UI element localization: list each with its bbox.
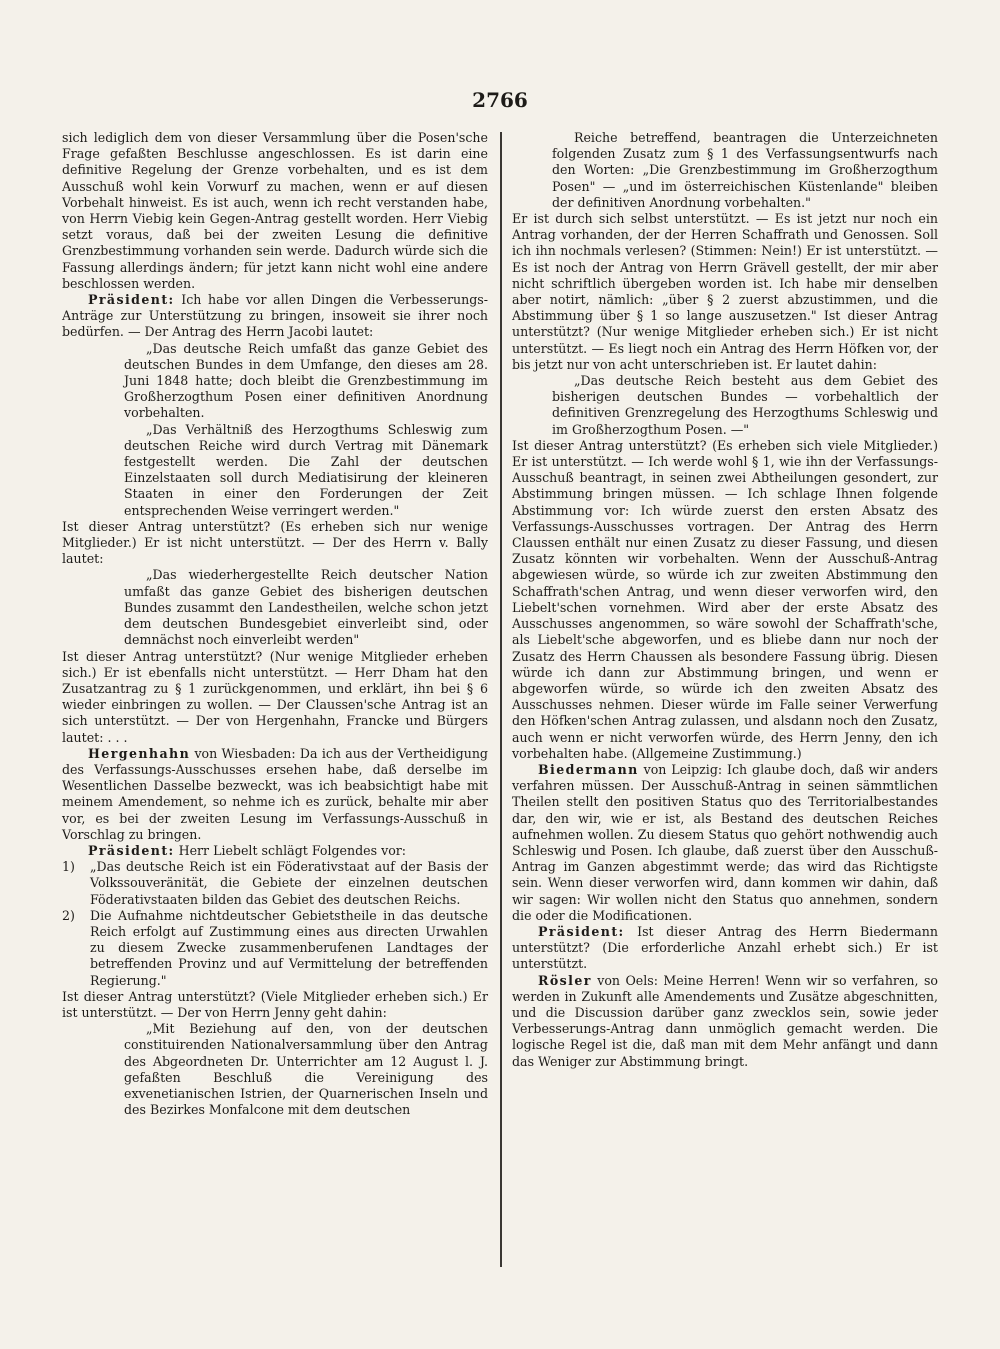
quoted-motion: „Das deutsche Reich umfaßt das ganze Gebiet des deutschen Bundes in dem Umfange, den dieses am 28. Juni 1848 hatte; doch bleibt die Grenzbestimmung im Großherzogthum Posen einer definitiven Anordnung vorbehalten. [124,340,488,421]
paragraph [62,746,488,843]
paragraph: Ist dieser Antrag unterstützt? (Viele Mitglieder erheben sich.) Er ist unterstützt. — Der von Herrn Jenny geht dahin: [62,988,488,1020]
paragraph [512,762,938,924]
paragraph: Ist dieser Antrag unterstützt? (Nur wenige Mitglieder erheben sich.) Er ist ebenfalls nicht unterstützt. — Herr Dham hat den Zusatzantrag zu § 1 zurückgenommen, und erklärt, ihn bei § 6 wieder einbringen zu wollen. — Der Claussen'sche Antrag ist an sich unterstützt. — Der von Hergenhahn, Francke und Bürgers lautet: . . . [62,648,488,745]
column-rule [500,132,502,1267]
item-number: 1) [62,859,75,875]
page-number: 2766 [472,88,528,112]
paragraph: Ist dieser Antrag unterstützt? (Es erheben sich viele Mitglieder.) Er ist unterstützt. — Ich werde wohl § 1, wie ihn der Verfassungs-Ausschuß beantragt, in seinen zwei Abtheilungen gesondert, zur Abstimmung bringen müssen. — Ich schlage Ihnen folgende Abstimmung vor: Ich würde zuerst den ersten Absatz des Verfassungs-Ausschusses vortragen. Der Antrag des Herrn Claussen enthält nur einen Zusatz zu dieser Fassung, und diesen Zusatz könnten wir vorbehalten. Wenn der Ausschuß-Antrag abgewiesen würde, so würde ich zur zweiten Abstimmung den Schaffrath'schen Antrag, und wenn dieser verworfen wird, den Liebelt'schen vornehmen. Wird aber der erste Absatz des Ausschusses angenommen, so wäre sowohl der Schaffrath'sche, als Liebelt'sche abgeworfen, und es bliebe dann nur noch der Zusatz des Herrn Chaussen als besondere Fassung übrig. Diesen würde ich dann zur Abstimmung bringen, und wenn er abgeworfen würde, so würde ich den zweiten Absatz des Ausschusses nehmen. Dieser würde im Falle seiner Verwerfung den Höfken'schen Antrag zulassen, und alsdann noch den Zusatz, auch wenn er nicht verworfen würde, des Herrn Jenny, den ich vorbehalten habe. (Allgemeine Zustimmung.) [512,437,938,761]
speaker-name: Präsident: [538,923,625,939]
paragraph: Ist dieser Antrag unterstützt? (Es erheben sich nur wenige Mitglieder.) Er ist nicht unterstützt. — Der des Herrn v. Bally lautet: [62,518,488,567]
quoted-motion: „Das Verhältniß des Herzogthums Schleswig zum deutschen Reiche wird durch Vertrag mit Dänemark festgestellt werden. Die Zahl der deutschen Einzelstaaten soll durch Mediatisirung der kleineren Staaten in einer den Forderungen der Zeit entsprechenden Weise verringert werden." [124,421,488,518]
paragraph [62,843,488,859]
paragraph [512,924,938,973]
quoted-motion: „Das deutsche Reich besteht aus dem Gebiet des bisherigen deutschen Bundes — vorbehaltlich der definitiven Grenzregelung des Herzogthums Schleswig und im Großherzogthum Posen. —" [552,373,938,437]
speech-text: von Leipzig: Ich glaube doch, daß wir anders verfahren müssen. Der Ausschuß-Antrag in seinen sämmtlichen Theilen stellt den positiven Status quo des Territorialbestandes dar, den wir, wie er ist, als Bestand des deutschen Reiches aufnehmen wollen. Zu diesem Status quo gehört nothwendig auch Schleswig und Posen. Ich glaube, daß zuerst über den Ausschuß-Antrag im Ganzen abgestimmt werde; das wird das Richtigste sein. Wenn dieser verworfen wird, dann kommen wir dahin, daß wir sagen: Wir wollen nicht den Status quo annehmen, sondern die oder die Modificationen. [512,761,938,923]
speaker-name: Präsident: [88,842,175,858]
paragraph: Er ist durch sich selbst unterstützt. — Es ist jetzt nur noch ein Antrag vorhanden, der der Herren Schaffrath und Genossen. Soll ich ihn nochmals verlesen? (Stimmen: Nein!) Er ist unterstützt. — Es ist noch der Antrag von Herrn Grävell gestellt, der mir aber nicht schriftlich übergeben worden ist. Ich habe mir denselben aber notirt, nämlich: „über § 2 zuerst abzustimmen, und die Abstimmung über § 1 so lange auszusetzen." Ist dieser Antrag unterstützt? (Nur wenige Mitglieder erheben sich.) Er ist nicht unterstützt. — Es liegt noch ein Antrag des Herrn Höfken vor, der bis jetzt nur von acht unterschrieben ist. Er lautet dahin: [512,211,938,372]
quoted-motion: „Mit Beziehung auf den, von der deutschen constituirenden Nationalversammlung über den Antrag des Abgeordneten Dr. Unterrichter am 12 August l. J. gefaßten Beschluß die Vereinigung des exvenetianischen Istrien, der Quarnerischen Inseln und des Bezirkes Monfalcone mit dem deutschen [124,1021,488,1118]
paragraph [62,292,488,341]
right-column [512,130,938,1070]
paragraph [512,973,938,1070]
speaker-name: Biedermann [538,761,639,777]
item-text: Die Aufnahme nichtdeutscher Gebietstheile in das deutsche Reich erfolgt auf Zustimmung eines aus directen Urwahlen zu diesem Zwecke zusammenberufenen Landtages der betreffenden Provinz und auf Vermittelung der betreffenden Regierung." [90,907,488,988]
item-text: „Das deutsche Reich ist ein Föderativstaat auf der Basis der Volkssouveränität, die Gebiete der einzelnen deutschen Föderativstaaten bilden das Gebiet des deutschen Reichs. [90,859,488,907]
speech-text: Ist dieser Antrag des Herrn Biedermann unterstützt? (Die erforderliche Anzahl erhebt sich.) Er ist unterstützt. [512,923,938,972]
speech-text: Herr Liebelt schlägt Folgendes vor: [174,842,407,858]
quoted-motion: Reiche betreffend, beantragen die Unterzeichneten folgenden Zusatz zum § 1 des Verfassungsentwurfs nach den Worten: „Die Grenzbestimmung im Großherzogthum Posen" — „und im österreichischen Küstenlande" bleiben der definitiven Anordnung vorbehalten." [552,130,938,210]
left-column [62,130,488,1118]
speaker-name: Rösler [538,972,592,988]
speaker-name: Hergenhahn [88,745,191,761]
numbered-item [62,908,488,989]
paragraph: sich lediglich dem von dieser Versammlung über die Posen'sche Frage gefaßten Beschlusse angeschlossen. Es ist darin eine definitive Regelung der Grenze vorbehalten, und es ist dem Ausschuß wohl kein Vorwurf zu machen, wenn er auf diesen Vorbehalt hinweist. Es ist auch, wenn ich recht verstanden habe, von Herrn Viebig kein Gegen-Antrag gestellt worden. Herr Viebig setzt voraus, daß bei der zweiten Lesung die definitive Grenzbestimmung vorhanden sein werde. Dadurch würde sich die Fassung allerdings ändern; für jetzt kann nicht wohl eine andere beschlossen werden. [62,130,488,291]
speech-text: Ich habe vor allen Dingen die Verbesserungs-Anträge zur Unterstützung zu bringen, insoweit sie ihrer noch bedürfen. — Der Antrag des Herrn Jacobi lautet: [62,292,488,340]
speech-text: von Wiesbaden: Da ich aus der Vertheidigung des Verfassungs-Ausschusses ersehen habe, daß derselbe im Wesentlichen Dasselbe bezweckt, was ich beabsichtigt habe mit meinem Amendement, so nehme ich es zurück, behalte mir aber vor, es bei der zweiten Lesung im Verfassungs-Ausschuß in Vorschlag zu bringen. [62,745,488,842]
numbered-item [62,859,488,908]
quoted-motion: „Das wiederhergestellte Reich deutscher Nation umfaßt das ganze Gebiet des bisherigen deutschen Bundes zusammt den Landestheilen, welche schon jetzt dem deutschen Bundesgebiet einverleibt sind, oder demnächst noch einverleibt werden" [124,567,488,648]
speaker-name: Präsident: [88,292,175,308]
speech-text: von Oels: Meine Herren! Wenn wir so verfahren, so werden in Zukunft alle Amendements und Zusätze abgeschnitten, und die Discussion darüber ganz zwecklos sein, sowie jeder Verbesserungs-Antrag dann unmöglich gemacht werden. Die logische Regel ist die, daß man mit dem Mehr anfängt und dann das Weniger zur Abstimmung bringt. [512,972,938,1069]
item-number: 2) [62,907,75,923]
